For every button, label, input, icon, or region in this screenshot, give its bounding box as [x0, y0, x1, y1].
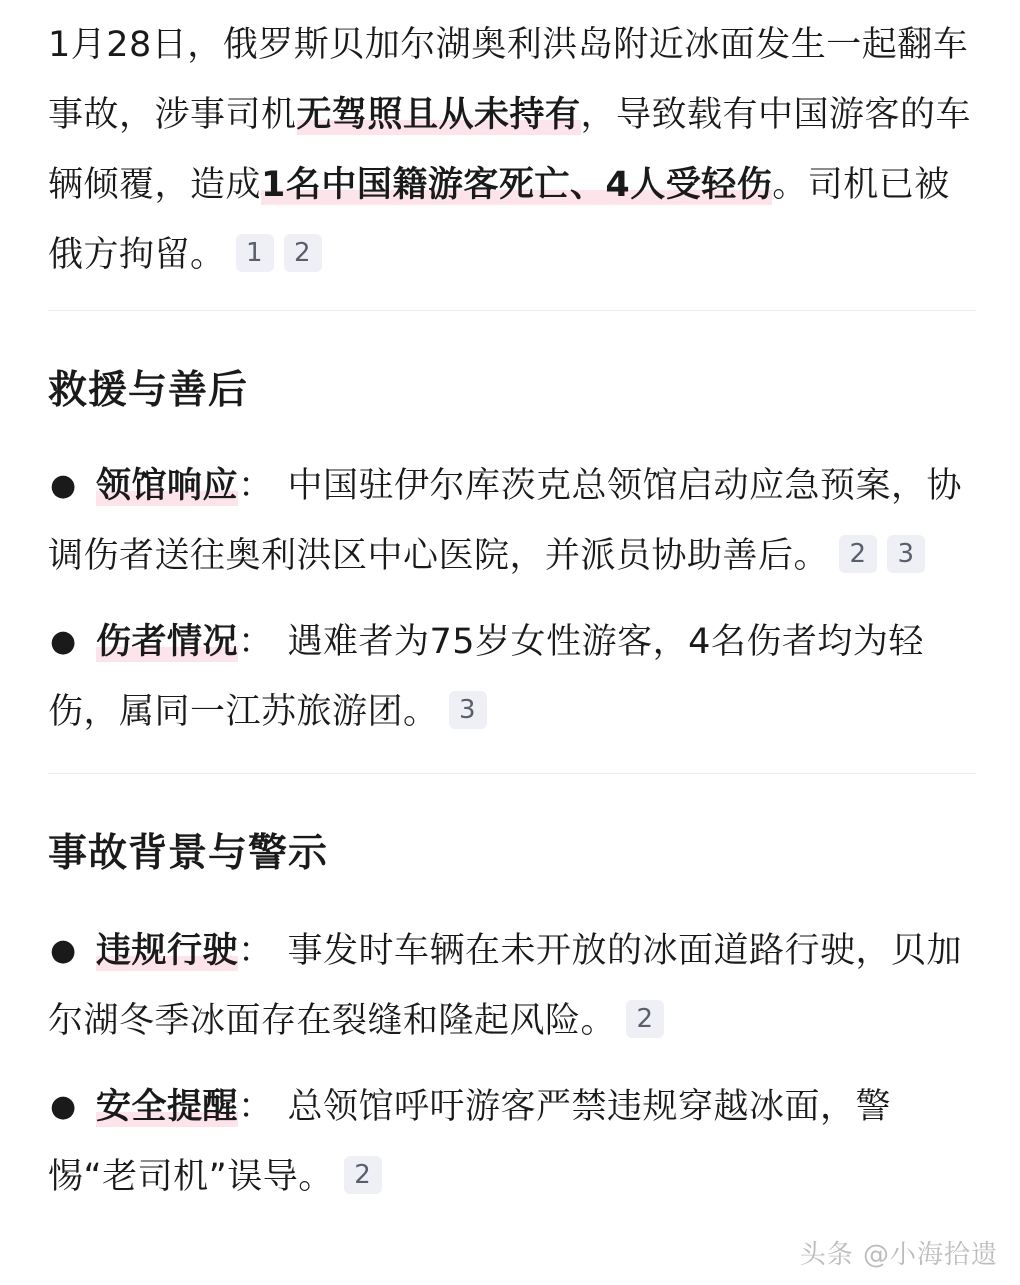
citation-badge[interactable]: 3: [449, 691, 487, 729]
citation-badge[interactable]: 2: [626, 1000, 664, 1038]
item-text: 中国驻伊尔库茨克总领馆启动应急预案，协调伤者送往奥利洪区中心医院，并派员协助善后。: [48, 466, 963, 576]
list-item: [48, 607, 976, 747]
item-text: 遇难者为75岁女性游客，4名伤者均为轻伤，属同一江苏旅游团。: [48, 622, 924, 732]
section-divider: [48, 310, 976, 311]
item-label: 违规行驶: [96, 931, 239, 971]
intro-text-1: 1月28日，俄罗斯贝加尔湖奥利洪岛附近冰面发生一起翻车事故，涉事司机: [48, 25, 969, 135]
answer-content: [48, 0, 976, 1212]
item-text: 事发时车辆在未开放的冰面道路行驶，贝加尔湖冬季冰面存在裂缝和隆起风险。: [48, 931, 963, 1041]
item-colon: ：: [238, 931, 274, 971]
citation-badge[interactable]: 2: [284, 234, 322, 272]
item-colon: ：: [238, 1087, 274, 1127]
item-colon: ：: [238, 466, 274, 506]
bullet-icon: ●: [50, 1089, 77, 1124]
item-label: 安全提醒: [96, 1087, 239, 1127]
intro-text-2: ，导致载有中国游客的车辆倾覆，造成: [48, 95, 972, 205]
item-text: 总领馆呼吁游客严禁违规穿越冰面，警惕“老司机”误导。: [48, 1087, 892, 1197]
citation-badge[interactable]: 1: [236, 234, 274, 272]
bullet-icon: ●: [50, 624, 77, 659]
intro-highlight-1: 无驾照且从未持有: [296, 95, 581, 135]
citation-badge[interactable]: 2: [839, 535, 877, 573]
section-divider: [48, 773, 976, 774]
section-heading: 救援与善后: [48, 368, 249, 413]
section-list: [48, 916, 976, 1212]
item-label: 领馆响应: [96, 466, 239, 506]
intro-highlight-2: 1名中国籍游客死亡、4人受轻伤: [261, 165, 773, 205]
bullet-icon: ●: [50, 468, 77, 503]
citation-badge[interactable]: 2: [344, 1156, 382, 1194]
intro-text-3: 。司机已被俄方拘留。: [48, 165, 950, 275]
section-heading: 事故背景与警示: [48, 831, 329, 876]
section-list: [48, 451, 976, 747]
item-label: 伤者情况: [96, 622, 239, 662]
list-item: [48, 1072, 976, 1212]
intro-paragraph: [48, 10, 976, 290]
item-colon: ：: [238, 622, 274, 662]
list-item: [48, 451, 976, 591]
citation-badge[interactable]: 3: [887, 535, 925, 573]
watermark: 头条 @小海拾遗: [799, 1240, 998, 1270]
bullet-icon: ●: [50, 933, 77, 968]
list-item: [48, 916, 976, 1056]
